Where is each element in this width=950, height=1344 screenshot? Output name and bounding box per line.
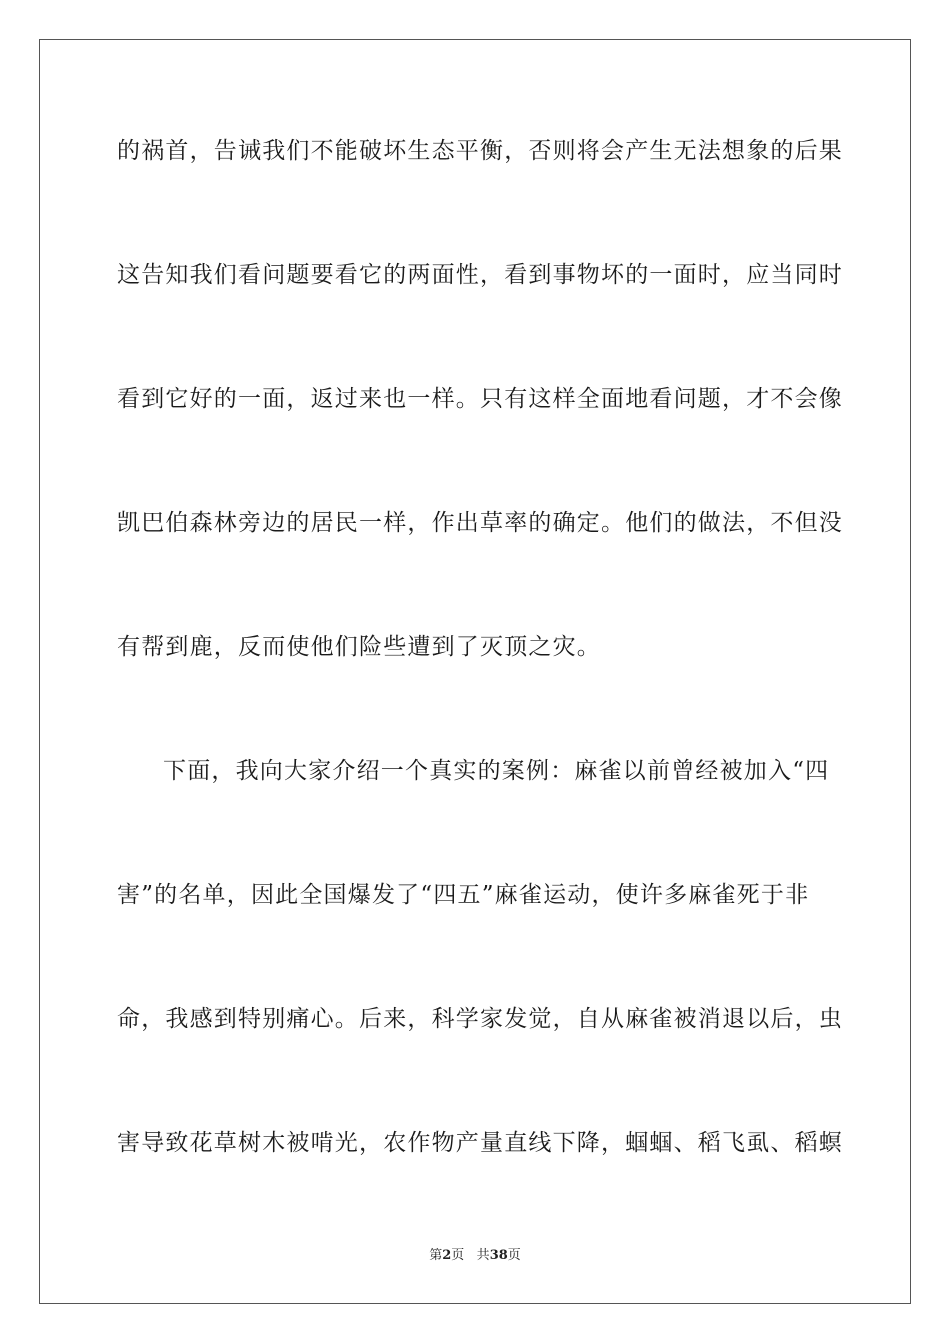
total-prefix: 共 xyxy=(476,1248,490,1263)
body-line-1: 的祸首，告诫我们不能破坏生态平衡，否则将会产生无法想象的后果 xyxy=(117,138,843,164)
page-frame xyxy=(39,39,911,1304)
page-prefix: 第 xyxy=(429,1248,443,1263)
page-suffix: 页 xyxy=(451,1248,465,1263)
body-line-7: 害”的名单，因此全国爆发了“四五”麻雀运动，使许多麻雀死于非 xyxy=(117,882,810,908)
body-line-3: 看到它好的一面，返过来也一样。只有这样全面地看问题，才不会像 xyxy=(117,386,843,412)
body-line-4: 凯巴伯森林旁边的居民一样，作出草率的确定。他们的做法，不但没 xyxy=(117,510,843,536)
total-pages: 38 xyxy=(489,1248,508,1263)
body-line-5: 有帮到鹿，反而使他们险些遭到了灭顶之灾。 xyxy=(117,634,601,660)
paragraph-start-line: 下面，我向大家介绍一个真实的案例：麻雀以前曾经被加入“四 xyxy=(163,758,830,784)
page-footer xyxy=(0,1247,950,1265)
total-suffix: 页 xyxy=(507,1248,521,1263)
body-line-8: 命，我感到特别痛心。后来，科学家发觉，自从麻雀被消退以后，虫 xyxy=(117,1006,843,1032)
body-line-9: 害导致花草树木被啃光，农作物产量直线下降，蝈蝈、稻飞虱、稻螟 xyxy=(117,1130,843,1156)
body-line-2: 这告知我们看问题要看它的两面性，看到事物坏的一面时，应当同时 xyxy=(117,262,843,288)
page-number: 2 xyxy=(442,1248,452,1263)
